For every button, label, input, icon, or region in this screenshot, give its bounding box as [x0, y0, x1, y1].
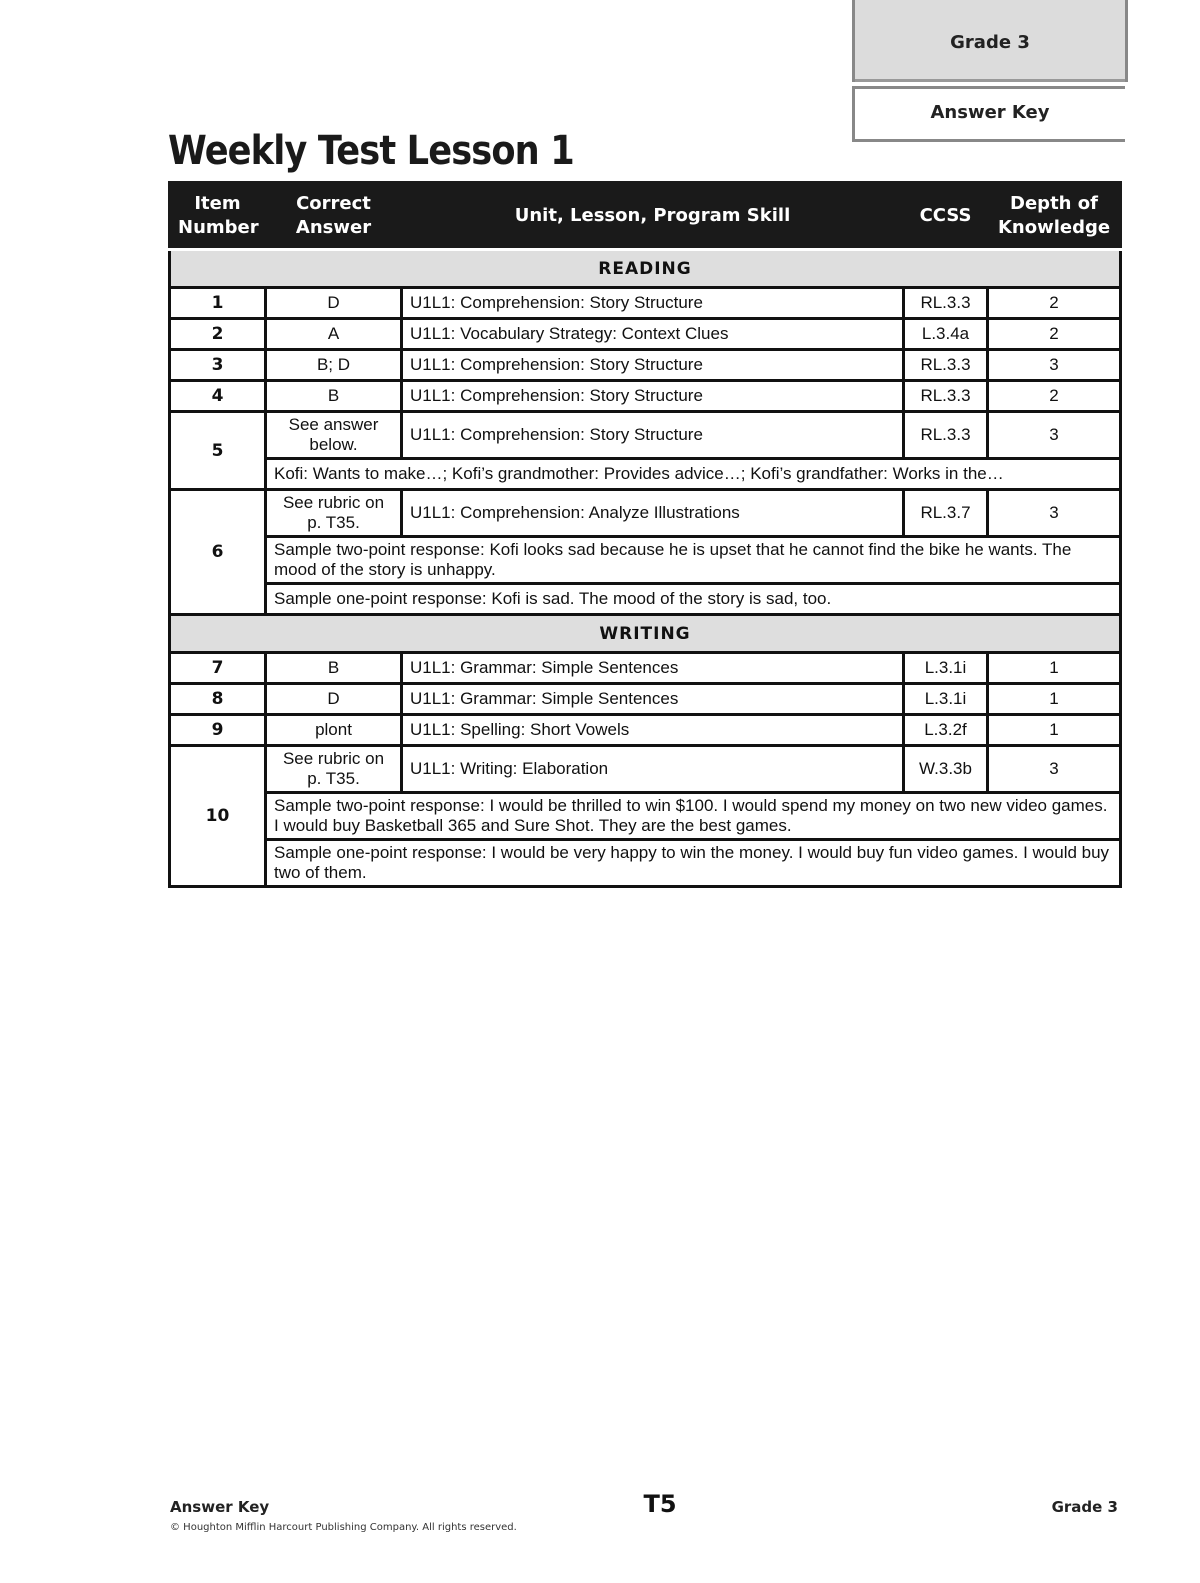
page-number: T5 [643, 1490, 677, 1518]
table-row [170, 746, 1121, 793]
table-row [170, 381, 1121, 412]
ccss-code: W.3.3b [904, 746, 988, 793]
footer-grade: Grade 3 [1051, 1498, 1118, 1516]
grade-label: Grade 3 [950, 32, 1030, 53]
program-skill: U1L1: Grammar: Simple Sentences [402, 684, 904, 715]
program-skill: U1L1: Comprehension: Story Structure [402, 350, 904, 381]
program-skill: U1L1: Comprehension: Story Structure [402, 381, 904, 412]
ccss-code: L.3.4a [904, 319, 988, 350]
table-row [170, 490, 1121, 537]
correct-answer: A [266, 319, 402, 350]
header-item-number: Item Number [170, 183, 266, 250]
header-depth-of-knowledge: Depth of Knowledge [988, 183, 1121, 250]
table-row [170, 412, 1121, 459]
table-row [170, 319, 1121, 350]
section-writing [170, 615, 1121, 653]
table-row-note [170, 584, 1121, 615]
correct-answer: B [266, 653, 402, 684]
depth-of-knowledge: 3 [988, 350, 1121, 381]
sample-one-point-response: Sample one-point response: I would be very happy to win the money. I would buy fun video games. I would buy two of them. [266, 840, 1121, 887]
footer-copyright: © Houghton Mifflin Harcourt Publishing Company. All rights reserved. [170, 1522, 517, 1533]
item-number: 3 [170, 350, 266, 381]
table-header-row [170, 183, 1121, 250]
depth-of-knowledge: 1 [988, 684, 1121, 715]
table-row [170, 288, 1121, 319]
ccss-code: RL.3.3 [904, 288, 988, 319]
table-row-note [170, 537, 1121, 584]
table-row [170, 684, 1121, 715]
table-row [170, 653, 1121, 684]
answer-key-tab [852, 86, 1125, 142]
correct-answer: D [266, 288, 402, 319]
depth-of-knowledge: 3 [988, 412, 1121, 459]
sample-two-point-response: Sample two-point response: I would be thrilled to win $100. I would spend my money on two new video games. I would buy Basketball 365 and Sure Shot. They are the best games. [266, 793, 1121, 840]
correct-answer: plont [266, 715, 402, 746]
header-skill: Unit, Lesson, Program Skill [402, 183, 904, 250]
item-number: 5 [170, 412, 266, 490]
answer-note: Kofi: Wants to make…; Kofi’s grandmother: Provides advice…; Kofi’s grandfather: Works in the… [266, 459, 1121, 490]
header-ccss: CCSS [904, 183, 988, 250]
correct-answer: B [266, 381, 402, 412]
depth-of-knowledge: 2 [988, 381, 1121, 412]
section-label: READING [170, 250, 1121, 288]
sample-one-point-response: Sample one-point response: Kofi is sad. The mood of the story is sad, too. [266, 584, 1121, 615]
ccss-code: RL.3.3 [904, 412, 988, 459]
program-skill: U1L1: Spelling: Short Vowels [402, 715, 904, 746]
table-row-note [170, 459, 1121, 490]
header-tab [852, 0, 1124, 138]
depth-of-knowledge: 1 [988, 653, 1121, 684]
ccss-code: RL.3.7 [904, 490, 988, 537]
depth-of-knowledge: 3 [988, 490, 1121, 537]
table-row-note [170, 840, 1121, 887]
program-skill: U1L1: Comprehension: Analyze Illustrations [402, 490, 904, 537]
ccss-code: RL.3.3 [904, 350, 988, 381]
correct-answer: See rubric on p. T35. [266, 490, 402, 537]
depth-of-knowledge: 3 [988, 746, 1121, 793]
table-row [170, 715, 1121, 746]
section-label: WRITING [170, 615, 1121, 653]
correct-answer: See rubric on p. T35. [266, 746, 402, 793]
program-skill: U1L1: Writing: Elaboration [402, 746, 904, 793]
item-number: 8 [170, 684, 266, 715]
grade-tab [852, 0, 1128, 82]
program-skill: U1L1: Grammar: Simple Sentences [402, 653, 904, 684]
item-number: 10 [170, 746, 266, 887]
item-number: 4 [170, 381, 266, 412]
answer-key-label: Answer Key [930, 102, 1050, 123]
ccss-code: L.3.2f [904, 715, 988, 746]
ccss-code: L.3.1i [904, 684, 988, 715]
program-skill: U1L1: Comprehension: Story Structure [402, 288, 904, 319]
item-number: 6 [170, 490, 266, 615]
item-number: 7 [170, 653, 266, 684]
page-title: Weekly Test Lesson 1 [168, 128, 574, 174]
item-number: 9 [170, 715, 266, 746]
sample-two-point-response: Sample two-point response: Kofi looks sad because he is upset that he cannot find the bike he wants. The mood of the story is unhappy. [266, 537, 1121, 584]
correct-answer: See answer below. [266, 412, 402, 459]
answer-key-table [168, 181, 1122, 888]
item-number: 2 [170, 319, 266, 350]
section-reading [170, 250, 1121, 288]
correct-answer: D [266, 684, 402, 715]
item-number: 1 [170, 288, 266, 319]
table-row-note [170, 793, 1121, 840]
depth-of-knowledge: 2 [988, 288, 1121, 319]
program-skill: U1L1: Comprehension: Story Structure [402, 412, 904, 459]
footer-answer-key: Answer Key [170, 1498, 270, 1516]
ccss-code: RL.3.3 [904, 381, 988, 412]
table-row [170, 350, 1121, 381]
correct-answer: B; D [266, 350, 402, 381]
depth-of-knowledge: 2 [988, 319, 1121, 350]
header-correct-answer: Correct Answer [266, 183, 402, 250]
ccss-code: L.3.1i [904, 653, 988, 684]
program-skill: U1L1: Vocabulary Strategy: Context Clues [402, 319, 904, 350]
depth-of-knowledge: 1 [988, 715, 1121, 746]
